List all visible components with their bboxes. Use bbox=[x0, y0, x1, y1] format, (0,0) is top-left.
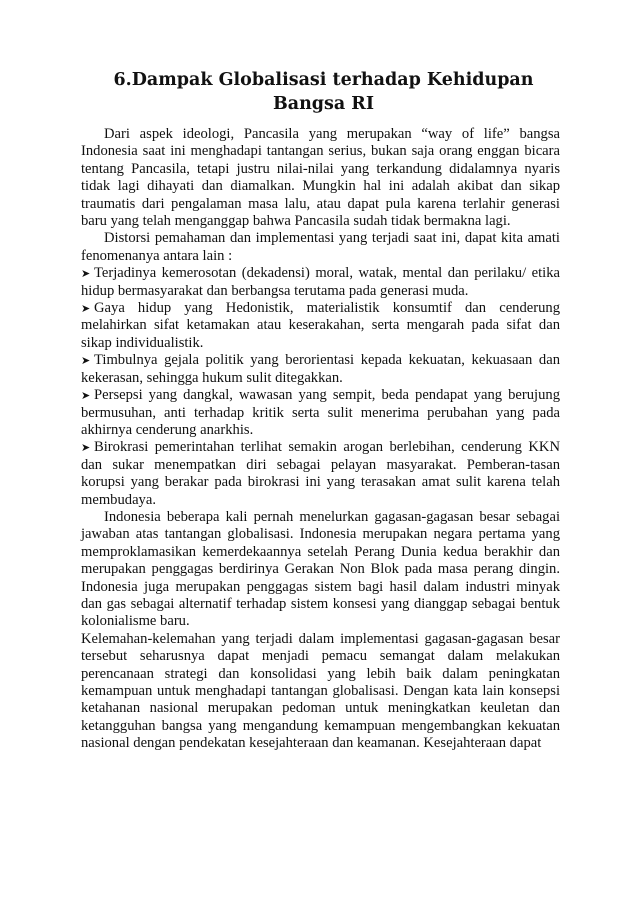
list-item bbox=[81, 439, 560, 509]
phenomena-list bbox=[81, 265, 560, 509]
section-title bbox=[81, 68, 560, 116]
list-item-text: Timbulnya gejala politik yang berorientasi kepada kekuatan, kekuasaan dan kekerasan, sehingga hukum sulit ditegakkan. bbox=[81, 352, 560, 386]
arrow-bullet-icon: ➤ bbox=[81, 302, 91, 316]
paragraph-indonesia: Indonesia beberapa kali pernah menelurkan gagasan-gagasan besar sebagai jawaban atas tantangan globalisasi. Indonesia merupakan negara pertama yang memproklamasikan kemerdekaannya setelah Perang Dunia kedua berakhir dan merupakan penggagas berdirinya Gerakan Non Blok pada masa perang dingin. Indonesia juga merupakan penggagas sistem bagi hasil dalam industri minyak dan gas sebagai alternatif terhadap sistem konsesi yang dianggap sebagai bentuk kolonialisme baru. bbox=[81, 508, 560, 630]
arrow-bullet-icon: ➤ bbox=[81, 389, 91, 403]
paragraph-kelemahan: Kelemahan-kelemahan yang terjadi dalam implementasi gagasan-gagasan besar tersebut seharusnya dapat menjadi pemacu semangat dalam melakukan perencanaan strategi dan konsolidasi yang lebih baik dalam peningkatan kemampuan untuk menghadapi tantangan globalisasi. Dengan kata lain konsepsi ketahanan nasional merupakan pedoman untuk meningkatkan keuletan dan ketangguhan bangsa yang mengandung kemampuan mengembangkan kekuatan nasional dengan pendekatan kesejahteraan dan keamanan. Kesejahteraan dapat bbox=[81, 630, 560, 752]
list-item-text: Persepsi yang dangkal, wawasan yang sempit, beda pendapat yang berujung bermusuhan, anti terhadap kritik serta sulit menerima perubahan yang pada akhirnya cenderung anarkhis. bbox=[81, 387, 560, 438]
list-item-text: Gaya hidup yang Hedonistik, materialistik konsumtif dan cenderung melahirkan sifat ketamakan atau keserakahan, serta mengarah pada sifat dan sikap individualistik. bbox=[81, 300, 560, 351]
document-body bbox=[81, 126, 560, 753]
list-item bbox=[81, 352, 560, 387]
list-item-text: Terjadinya kemerosotan (dekadensi) moral, watak, mental dan perilaku/ etika hidup bermasyarakat dan berbangsa terutama pada generasi muda. bbox=[81, 265, 560, 299]
list-item bbox=[81, 300, 560, 352]
title-line-2: Bangsa RI bbox=[272, 94, 375, 114]
title-line-1: 6.Dampak Globalisasi terhadap Kehidupan bbox=[113, 70, 534, 90]
arrow-bullet-icon: ➤ bbox=[81, 267, 91, 281]
paragraph-ideologi: Dari aspek ideologi, Pancasila yang merupakan “way of life” bangsa Indonesia saat ini menghadapi tantangan serius, bukan saja orang enggan bicara tentang Pancasila, tetapi justru nilai-nilai yang terkandung didalamnya nyaris tidak lagi dihayati dan diamalkan. Mungkin hal ini adalah akibat dan sikap traumatis dari pengalaman masa lalu, atau dapat pula karena terlahir generasi baru yang telah menganggap bahwa Pancasila sudah tidak bermakna lagi. bbox=[81, 126, 560, 230]
list-item-text: Birokrasi pemerintahan terlihat semakin arogan berlebihan, cenderung KKN dan sukar menempatkan diri sebagai pelayan masyarakat. Pemberan-tasan korupsi yang berakar pada birokrasi ini yang terasakan amat sulit karena telah membudaya. bbox=[81, 439, 560, 508]
list-item bbox=[81, 387, 560, 439]
list-item bbox=[81, 265, 560, 300]
paragraph-distorsi: Distorsi pemahaman dan implementasi yang terjadi saat ini, dapat kita amati fenomenanya antara lain : bbox=[81, 230, 560, 264]
arrow-bullet-icon: ➤ bbox=[81, 354, 91, 368]
arrow-bullet-icon: ➤ bbox=[81, 441, 91, 455]
